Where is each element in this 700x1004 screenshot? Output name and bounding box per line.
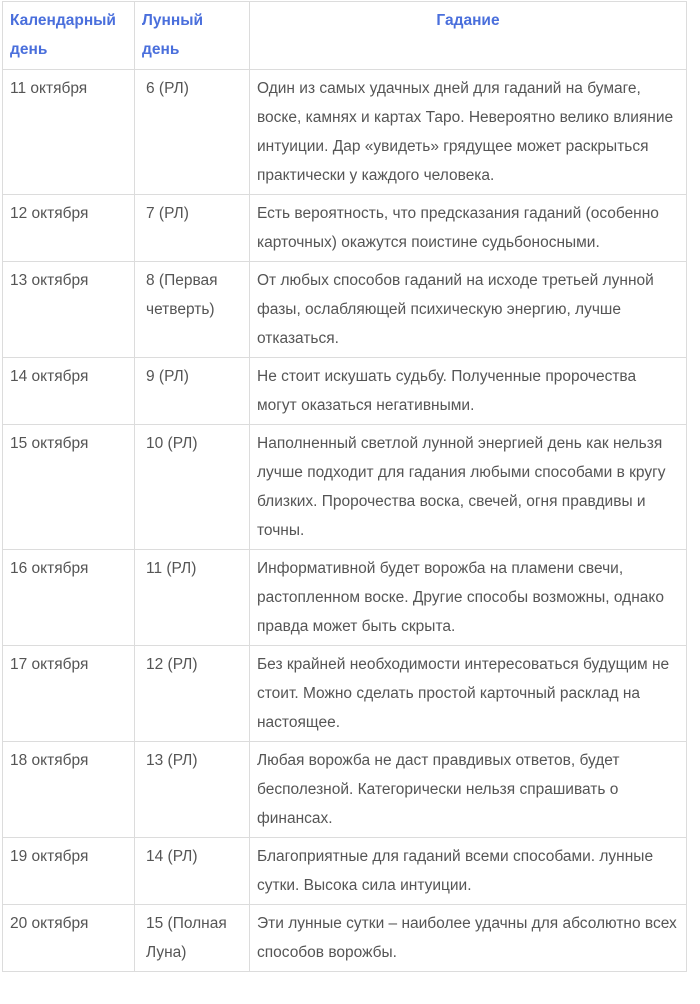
table-header [3, 2, 687, 70]
divination-cell: Один из самых удачных дней для гаданий на бумаге, воске, камнях и картах Таро. Невероятно велико влияние интуиции. Дар «увидеть» грядущее может раскрыться практически у каждого человека. [250, 70, 687, 195]
calendar-day-cell: 14 октября [3, 358, 135, 425]
divination-cell: Наполненный светлой лунной энергией день как нельзя лучше подходит для гадания любыми способами в кругу близких. Пророчества воска, свечей, огня правдивы и точны. [250, 425, 687, 550]
header-divination: Гадание [250, 2, 687, 70]
table-row [3, 550, 687, 646]
header-lunar-day: Лунный день [135, 2, 250, 70]
lunar-day-cell: 10 (РЛ) [135, 425, 250, 550]
calendar-day-cell: 20 октября [3, 905, 135, 972]
divination-cell: Есть вероятность, что предсказания гаданий (особенно карточных) окажутся поистине судьбоносными. [250, 195, 687, 262]
divination-cell: Эти лунные сутки – наиболее удачны для абсолютно всех способов ворожбы. [250, 905, 687, 972]
calendar-day-cell: 16 октября [3, 550, 135, 646]
table-row [3, 195, 687, 262]
header-calendar-day: Календарный день [3, 2, 135, 70]
lunar-day-cell: 14 (РЛ) [135, 838, 250, 905]
lunar-day-cell: 15 (Полная Луна) [135, 905, 250, 972]
table-row [3, 646, 687, 742]
table-row [3, 838, 687, 905]
divination-cell: От любых способов гаданий на исходе третьей лунной фазы, ослабляющей психическую энергию, лучше отказаться. [250, 262, 687, 358]
table-row [3, 425, 687, 550]
table-row [3, 905, 687, 972]
lunar-day-cell: 12 (РЛ) [135, 646, 250, 742]
calendar-day-cell: 17 октября [3, 646, 135, 742]
divination-cell: Информативной будет ворожба на пламени свечи, растопленном воске. Другие способы возможны, однако правда может быть скрыта. [250, 550, 687, 646]
calendar-day-cell: 13 октября [3, 262, 135, 358]
lunar-day-cell: 8 (Первая четверть) [135, 262, 250, 358]
lunar-day-cell: 7 (РЛ) [135, 195, 250, 262]
lunar-day-cell: 11 (РЛ) [135, 550, 250, 646]
header-row [3, 2, 687, 70]
calendar-day-cell: 19 октября [3, 838, 135, 905]
lunar-day-cell: 9 (РЛ) [135, 358, 250, 425]
table-row [3, 262, 687, 358]
lunar-divination-table [2, 1, 687, 972]
table-row [3, 358, 687, 425]
lunar-day-cell: 6 (РЛ) [135, 70, 250, 195]
table-body [3, 70, 687, 972]
table-row [3, 742, 687, 838]
divination-cell: Без крайней необходимости интересоваться будущим не стоит. Можно сделать простой карточный расклад на настоящее. [250, 646, 687, 742]
divination-cell: Благоприятные для гаданий всеми способами. лунные сутки. Высока сила интуиции. [250, 838, 687, 905]
calendar-day-cell: 15 октября [3, 425, 135, 550]
calendar-day-cell: 12 октября [3, 195, 135, 262]
calendar-day-cell: 18 октября [3, 742, 135, 838]
divination-cell: Не стоит искушать судьбу. Полученные пророчества могут оказаться негативными. [250, 358, 687, 425]
table-row [3, 70, 687, 195]
lunar-day-cell: 13 (РЛ) [135, 742, 250, 838]
divination-cell: Любая ворожба не даст правдивых ответов, будет бесполезной. Категорически нельзя спрашивать о финансах. [250, 742, 687, 838]
calendar-day-cell: 11 октября [3, 70, 135, 195]
